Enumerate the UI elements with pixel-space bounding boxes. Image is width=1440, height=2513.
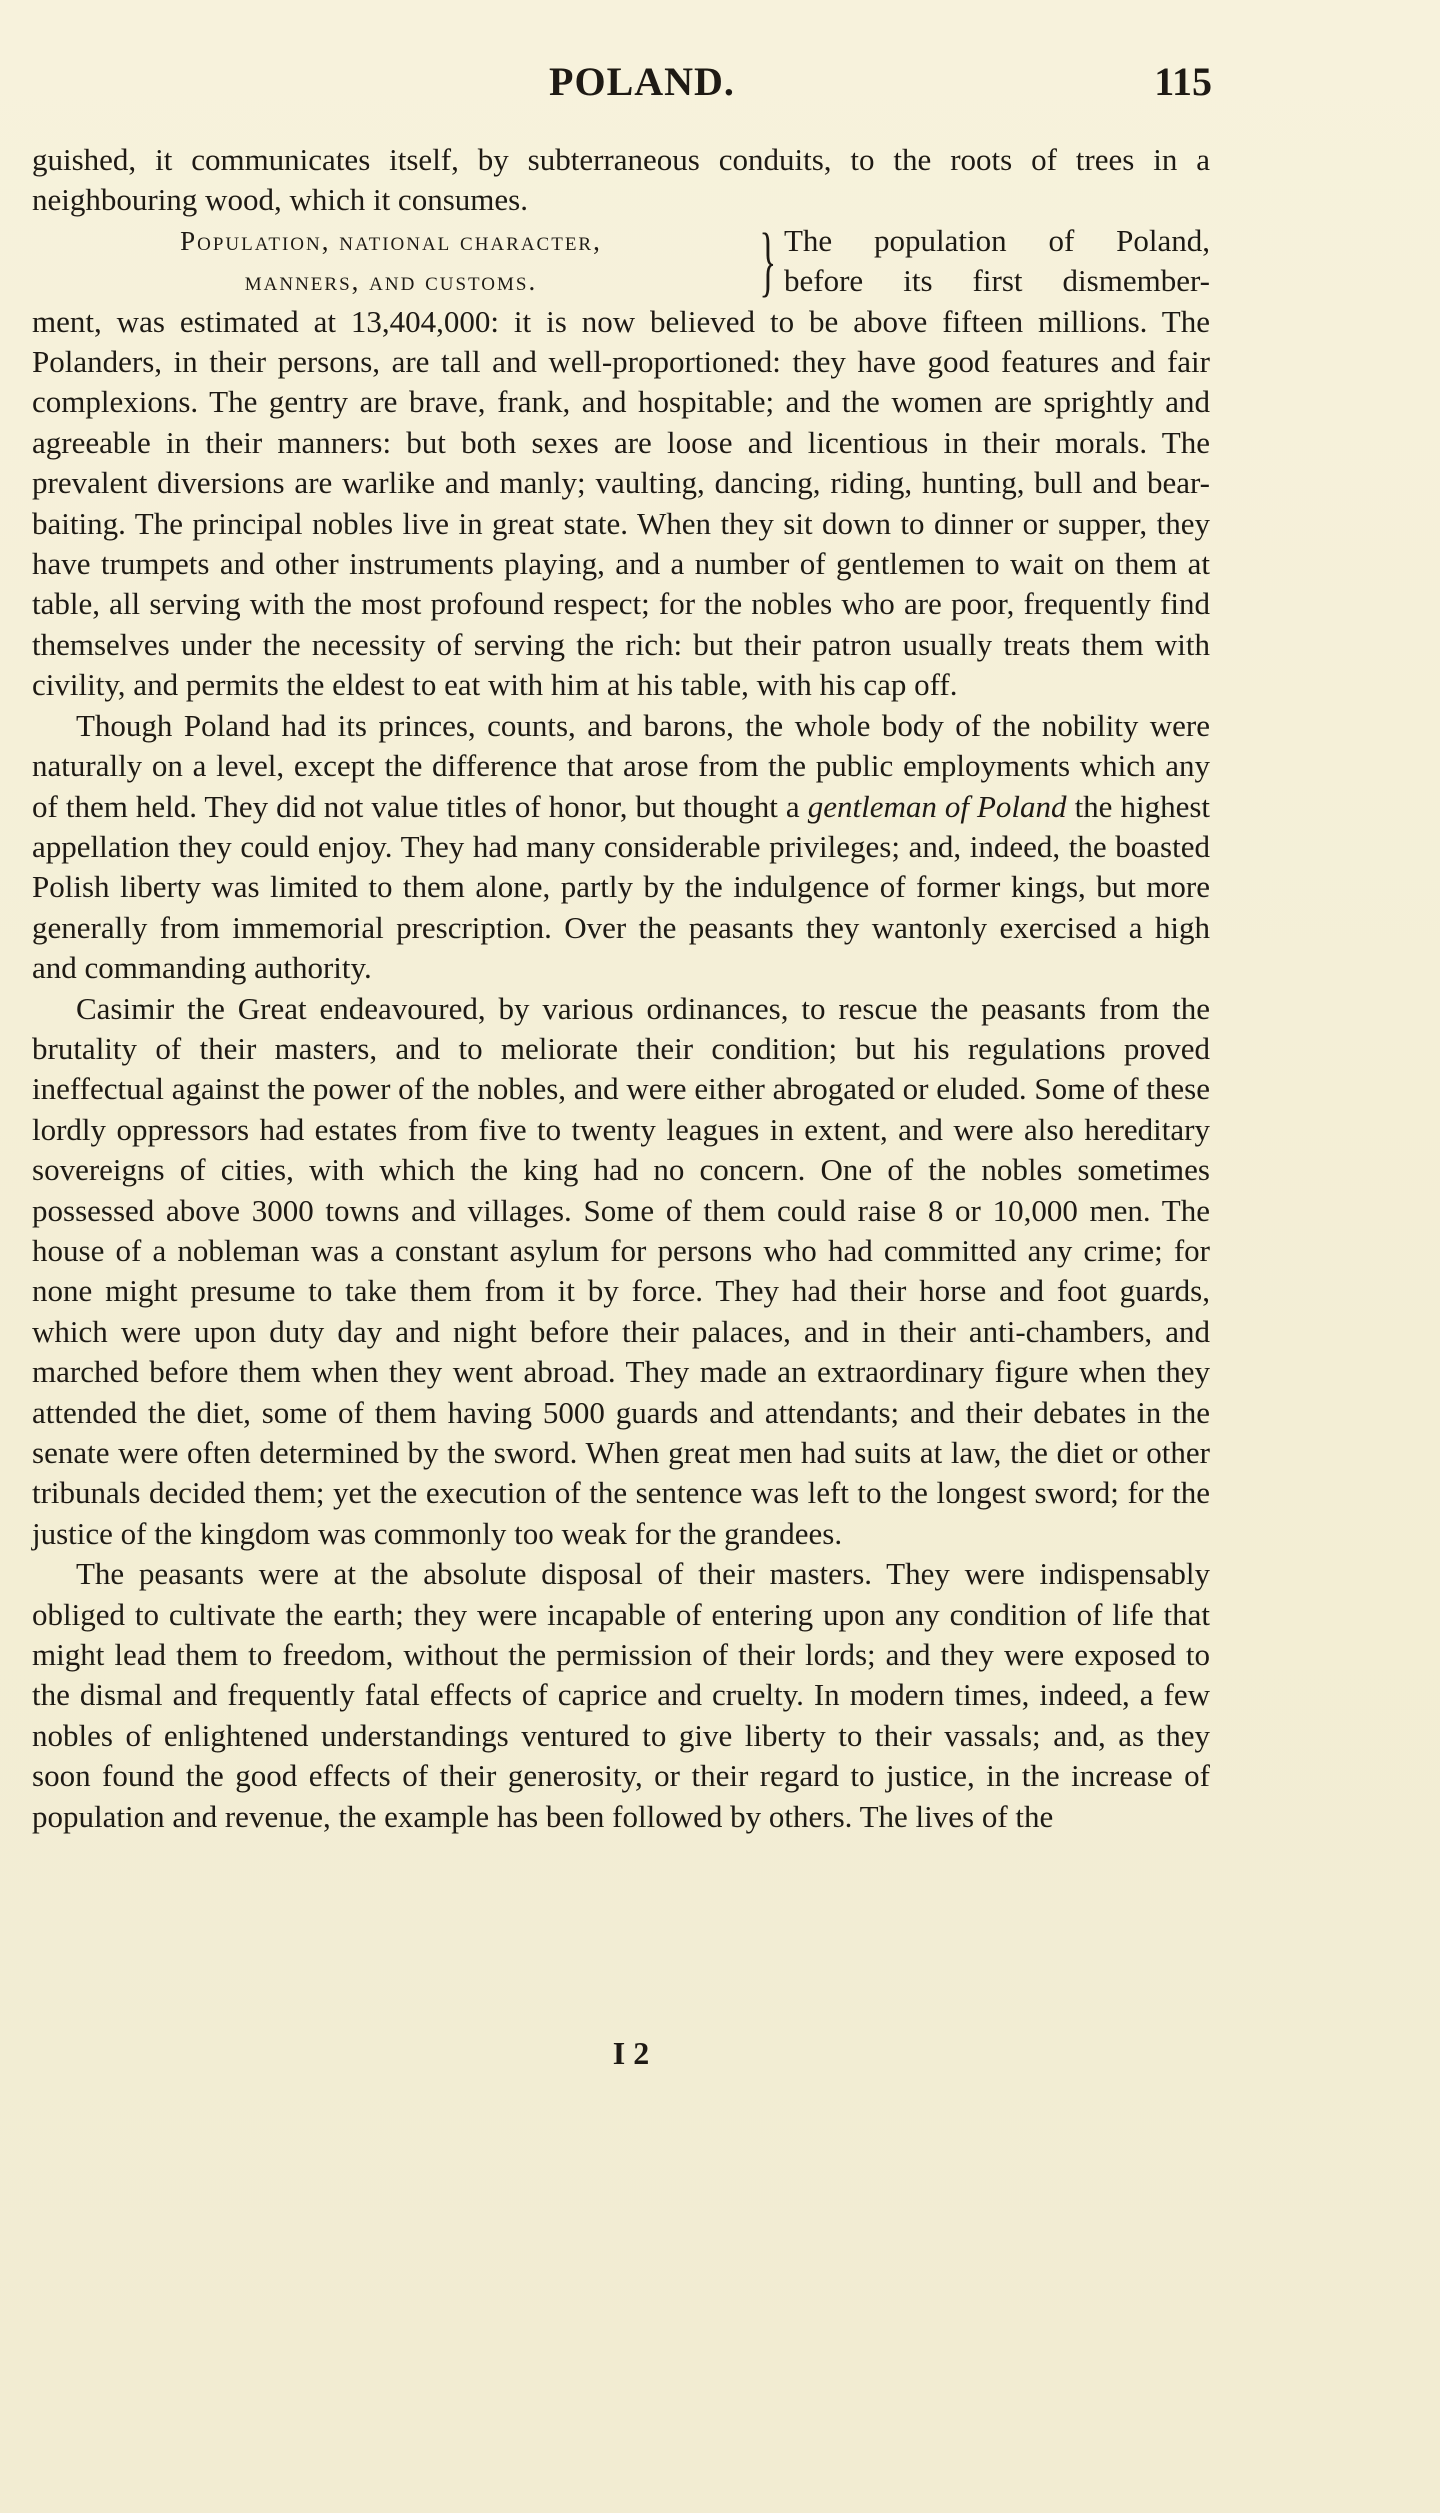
paragraph-nobility-text-b: the highest appellation they could enjoy. They had many considerable privileges; and, indeed, the boasted Polish liberty was limited to them alone, partly by the indulgence of former kings, but more generally from immemorial prescription. Over the peasants they wantonly exercised a high and commanding authority. — [32, 788, 1211, 986]
section-heading — [32, 216, 1210, 304]
page-header — [32, 58, 1212, 108]
section-title-line-1: Population, national character, — [180, 225, 602, 256]
side-text-line-2: before its first dismember- — [784, 263, 1210, 299]
side-text-line-1: The population of Poland, — [784, 222, 1210, 258]
brace-mark: } — [759, 216, 777, 304]
section-side-text — [784, 221, 1210, 302]
paragraph-peasants: The peasants were at the absolute disposal of their masters. They were indispensably obliged to cultivate the earth; they were incapable of entering upon any condition of life that might lead them to freedom, without the permission of their lords; and they were exposed to the dismal and frequently fatal effects of caprice and cruelty. In modern times, indeed, a few nobles of enlightened understandings ventured to give liberty to their vassals; and, as they soon found the good effects of their generosity, or their regard to justice, in the increase of population and revenue, the example has been followed by others. The lives of the — [32, 1556, 1210, 1834]
paragraph-casimir: Casimir the Great endeavoured, by various ordinances, to rescue the peasants from the brutality of their masters, and to meliorate their condition; but his regulations proved ineffectual against the power of the nobles, and were either abrogated or eluded. Some of these lordly oppressors had estates from five to twenty leagues in extent, and were also hereditary sovereigns of cities, with which the king had no concern. One of the nobles sometimes possessed above 3000 towns and villages. Some of them could raise 8 or 10,000 men. The house of a nobleman was a constant asylum for persons who had committed any crime; for none might presume to take them from it by force. They had their horse and foot guards, which were upon duty day and night before their palaces, and in their anti-chambers, and marched before them when they went abroad. They made an extraordinary figure when they attended the diet, some of them having 5000 guards and attendants; and their debates in the senate were often determined by the sword. When great men had suits at law, the diet or other tribunals decided them; yet the execution of the sentence was left to the longest sword; for the justice of the kingdom was commonly too weak for the grandees. — [32, 990, 1210, 1551]
page-number: 115 — [1154, 59, 1212, 104]
running-title: POLAND. — [549, 59, 735, 104]
paragraph-population: ment, was estimated at 13,404,000: it is now believed to be above fifteen millions. The Polanders, in their persons, are tall and well-proportioned: they have good features and fair complexions. The gentry are brave, frank, and hospitable; and the women are sprightly and agreeable in their manners: but both sexes are loose and licentious in their morals. The prevalent diversions are warlike and manly; vaulting, dancing, riding, hunting, bull and bear-baiting. The principal nobles live in great state. When they sit down to dinner or supper, they have trumpets and other instruments playing, and a number of gentlemen to wait on them at table, all serving with the most profound respect; for the nobles who are poor, frequently find themselves under the necessity of serving the rich: but their patron usually treats them with civility, and permits the eldest to eat with him at his table, with his cap off. — [32, 303, 1210, 703]
section-title-line-2: manners, and customs. — [244, 266, 538, 297]
paragraph-nobility — [32, 706, 1210, 989]
signature-mark: I 2 — [612, 2035, 650, 2071]
body-text — [32, 140, 1210, 1837]
paragraph-nobility-text-a: Though Poland had its princes, counts, and barons, the whole body of the nobility were naturally on a level, except the difference that arose from the public employments which any of them held. They did not value titles of honor, but thought a — [32, 707, 1210, 824]
paragraph-continued: guished, it communicates itself, by subterraneous conduits, to the roots of trees in a neighbouring wood, which it consumes. — [32, 142, 1210, 218]
emphasis-gentleman-of-poland: gentleman of Poland — [807, 788, 1067, 824]
section-title — [32, 221, 750, 302]
